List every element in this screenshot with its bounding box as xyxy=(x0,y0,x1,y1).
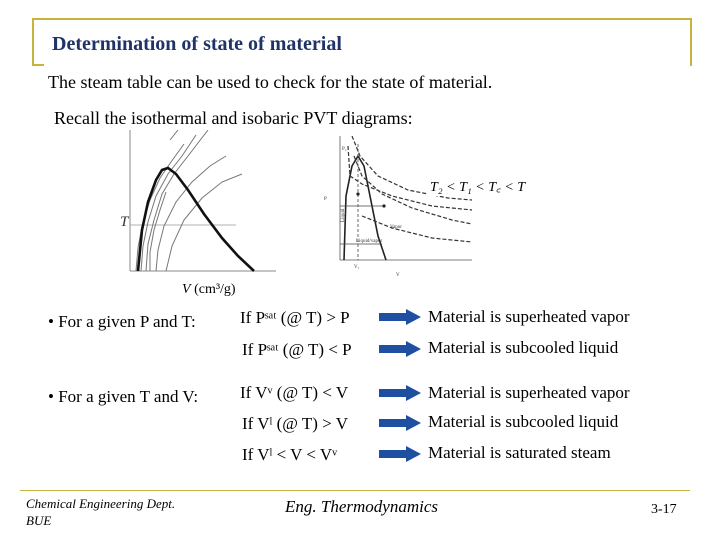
title-frame-bottom xyxy=(32,64,44,66)
pt-condition-intro: • For a given P and T: xyxy=(48,312,196,331)
pv-isotherm-diagram xyxy=(126,130,276,280)
footer-department: Chemical Engineering Dept. xyxy=(26,496,176,511)
tv-result-1: Material is superheated vapor xyxy=(428,383,630,402)
temperature-label: T xyxy=(120,214,129,230)
isotherm-curve-4 xyxy=(150,192,166,271)
slide-number: 3-17 xyxy=(651,502,677,517)
volume-axis-label xyxy=(182,282,236,298)
point-c xyxy=(356,192,359,195)
intro-text: The steam table can be used to check for the state of material. xyxy=(48,72,493,92)
isotherm-curve-6 xyxy=(166,174,242,271)
diagram2-label-vapor: Vapor xyxy=(390,225,402,230)
tv-condition-intro: • For a given T and V: xyxy=(48,387,199,406)
point-d xyxy=(382,204,385,207)
diagram2-label-liquid: Liquid xyxy=(341,208,346,222)
tv-result-2: Material is subcooled liquid xyxy=(428,412,619,431)
pv-isobar-diagram xyxy=(322,136,482,278)
diagram2-label-liquid-vapor: Liquid/vapor xyxy=(356,239,383,244)
diagram2-label-pc: P꜀ xyxy=(342,147,347,152)
temperature-inequality: T₂ < T₁ < T꜀ < T xyxy=(428,177,527,196)
title-frame-left xyxy=(32,18,34,66)
arrow-right-icon xyxy=(378,384,422,402)
footer-rule xyxy=(20,490,690,491)
arrow-right-icon xyxy=(378,308,422,326)
isotherm-curve-5 xyxy=(156,156,226,271)
tv-condition-2: If Vˡ (@ T) > V xyxy=(242,414,348,433)
footer-course: Eng. Thermodynamics xyxy=(285,497,438,516)
title-frame-top xyxy=(32,18,692,20)
diagram2-label-vc: V꜀ xyxy=(354,265,360,270)
arrow-right-icon xyxy=(378,414,422,432)
volume-unit: (cm³/g) xyxy=(190,282,236,297)
tv-result-3: Material is saturated steam xyxy=(428,443,611,462)
pt-result-1: Material is superheated vapor xyxy=(428,307,630,326)
pt-condition-1: If Pˢᵃᵗ (@ T) > P xyxy=(240,308,350,327)
tv-condition-1: If Vᵛ (@ T) < V xyxy=(240,383,349,402)
slide-title: Determination of state of material xyxy=(52,33,342,55)
volume-symbol: V xyxy=(182,282,191,297)
saturation-dome-curve xyxy=(138,168,254,271)
diagram2-label-p: P xyxy=(324,197,327,202)
title-frame-right xyxy=(690,18,692,66)
isotherm-curve-top xyxy=(170,130,178,140)
arrow-right-icon xyxy=(378,340,422,358)
pt-result-2: Material is subcooled liquid xyxy=(428,338,619,357)
tv-condition-3: If Vˡ < V < Vᵛ xyxy=(242,445,338,464)
footer-institution: BUE xyxy=(26,513,52,528)
arrow-right-icon xyxy=(378,445,422,463)
recall-text: Recall the isothermal and isobaric PVT diagrams: xyxy=(54,108,413,128)
diagram2-label-v: V xyxy=(396,273,400,278)
footer-left xyxy=(26,495,175,529)
pt-condition-2: If Pˢᵃᵗ (@ T) < P xyxy=(242,340,352,359)
